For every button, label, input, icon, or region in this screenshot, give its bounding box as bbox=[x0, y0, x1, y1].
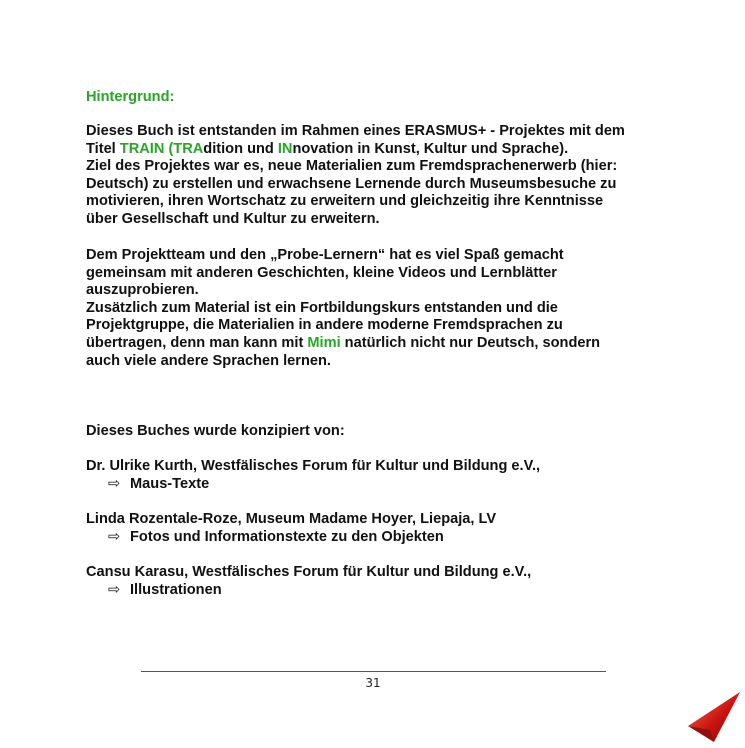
arrow-right-icon: ⇨ bbox=[108, 529, 121, 545]
text-span: übertragen, denn man kann mit bbox=[86, 334, 308, 351]
credit-role bbox=[108, 476, 209, 494]
text-line: Dieses Buch ist entstanden im Rahmen eines ERASMUS+ - Projektes mit dem bbox=[86, 123, 625, 139]
text-line: Dem Projektteam und den „Probe-Lernern“ hat es viel Spaß gemacht bbox=[86, 247, 564, 263]
train-acronym: TRAIN (TRA bbox=[119, 140, 204, 157]
text-span: dition und bbox=[203, 140, 278, 157]
page-curl-icon[interactable] bbox=[686, 690, 742, 743]
arrow-right-icon: ⇨ bbox=[108, 476, 121, 492]
background-paragraph-2 bbox=[86, 247, 600, 370]
text-line: auszuprobieren. bbox=[86, 282, 199, 299]
text-line: Projektgruppe, die Materialien in andere moderne Fremdsprachen zu bbox=[86, 317, 563, 334]
credit-role-text: Maus-Texte bbox=[130, 476, 210, 492]
credits-intro: Dieses Buches wurde konzipiert von: bbox=[86, 423, 345, 439]
credit-role-text: Illustrationen bbox=[130, 582, 222, 598]
text-line: Ziel des Projektes war es, neue Materialien zum Fremdsprachenerwerb (hier: bbox=[86, 158, 618, 175]
text-line: motivieren, ihren Wortschatz zu erweitern und gleichzeitig ihre Kenntnisse bbox=[86, 193, 604, 210]
text-line: Zusätzlich zum Material ist ein Fortbildungskurs entstanden und die bbox=[86, 299, 558, 316]
credit-name: Dr. Ulrike Kurth, Westfälisches Forum für Kultur und Bildung e.V., bbox=[86, 458, 541, 474]
page-number: 31 bbox=[365, 676, 381, 690]
in-acronym: IN bbox=[277, 140, 293, 157]
credit-role-text: Fotos und Informationstexte zu den Objekten bbox=[130, 529, 444, 545]
credit-role bbox=[108, 529, 444, 547]
mimi-name: Mimi bbox=[307, 334, 341, 351]
background-paragraph-1 bbox=[86, 123, 625, 229]
section-heading: Hintergrund: bbox=[86, 89, 175, 105]
text-line: gemeinsam mit anderen Geschichten, kleine Videos und Lernblätter bbox=[86, 264, 557, 281]
text-line bbox=[86, 141, 625, 159]
credit-name: Cansu Karasu, Westfälisches Forum für Kultur und Bildung e.V., bbox=[86, 564, 532, 580]
credit-role bbox=[108, 582, 222, 600]
text-line: auch viele andere Sprachen lernen. bbox=[86, 352, 331, 369]
text-line: Deutsch) zu erstellen und erwachsene Lernende durch Museumsbesuche zu bbox=[86, 175, 617, 192]
text-line: über Gesellschaft und Kultur zu erweitern. bbox=[86, 210, 380, 227]
text-span: natürlich nicht nur Deutsch, sondern bbox=[340, 334, 601, 351]
text-line bbox=[86, 335, 600, 353]
text-span: Titel bbox=[86, 140, 120, 157]
text-span: novation in Kunst, Kultur und Sprache). bbox=[292, 140, 569, 157]
credit-name: Linda Rozentale-Roze, Museum Madame Hoyer, Liepaja, LV bbox=[86, 511, 497, 527]
arrow-right-icon: ⇨ bbox=[108, 582, 121, 598]
footer-divider bbox=[141, 671, 606, 672]
